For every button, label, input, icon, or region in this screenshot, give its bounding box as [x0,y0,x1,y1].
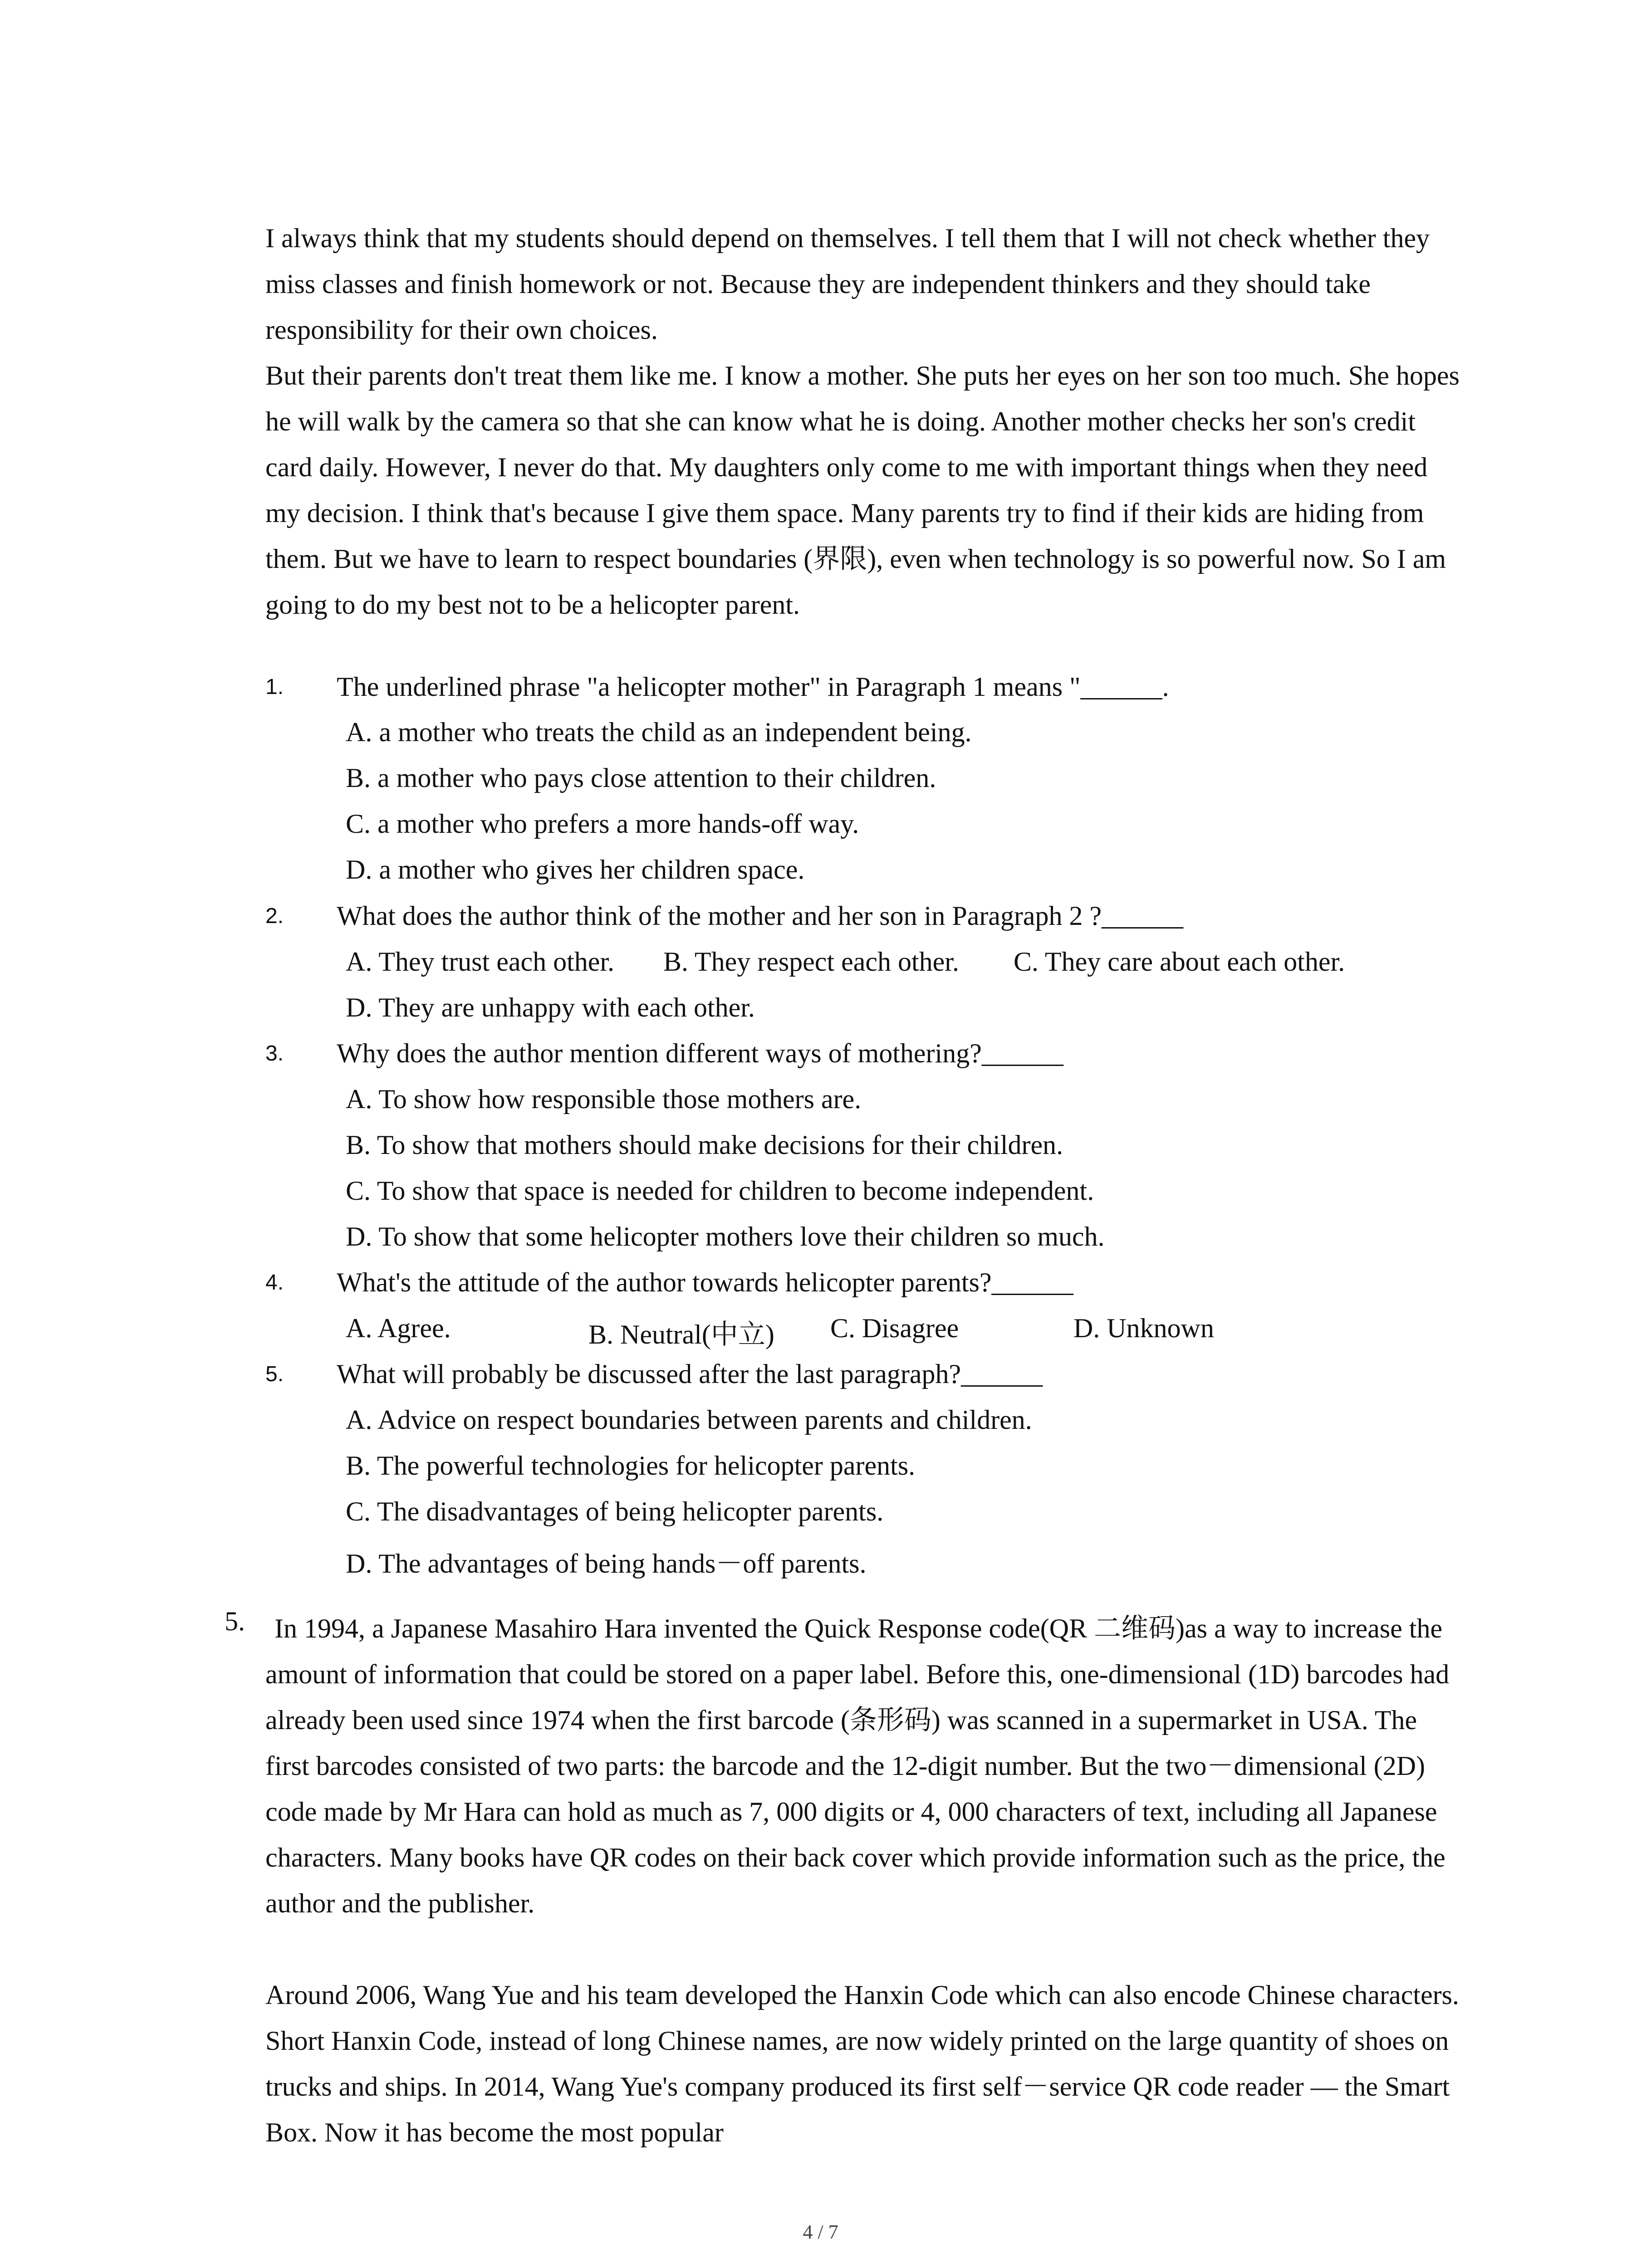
question2-option-b: B. They respect each other. [663,947,959,977]
question4-option-d: D. Unknown [1073,1313,1214,1343]
question2-option-d: D. They are unhappy with each other. [346,992,755,1022]
question1-option-c: C. a mother who prefers a more hands-off way. [346,809,859,839]
question1-option-a: A. a mother who treats the child as an independent being. [346,717,972,747]
question2-text: What does the author think of the mother and her son in Paragraph 2 ?______ [337,901,1184,931]
question5-text: What will probably be discussed after the last paragraph?______ [337,1359,1043,1389]
passage1-paragraph1: I always think that my students should depend on themselves. I tell them that I will not check whether they miss classes and finish homework or not. Because they are independent thinkers and they should take responsibility for their own choices. [265,223,1430,345]
question3-option-a: A. To show how responsible those mothers are. [346,1084,862,1114]
passage1-paragraph2: But their parents don't treat them like me. I know a mother. She puts her eyes on her son too much. She hopes he will walk by the camera so that she can know what he is doing. Another mother checks her son's credit card daily. However, I never do that. My daughters only come to me with important things when they need my decision. I think that's because I give them space. Many parents try to find if their kids are hiding from them. But we have to learn to respect boundaries (界限), even when technology is so powerful now. So I am going to do my best not to be a helicopter parent. [265,361,1460,620]
question4-option-c: C. Disagree [830,1313,959,1343]
question3-text: Why does the author mention different ways of mothering?______ [337,1038,1063,1068]
question5-option-d: D. The advantages of being hands－off parents. [346,1549,867,1579]
question4-text: What's the attitude of the author towards helicopter parents?______ [337,1267,1073,1297]
question2-option-c: C. They care about each other. [1014,947,1345,977]
question1-option-b: B. a mother who pays close attention to their children. [346,763,936,793]
passage2-number: 5. [225,1606,245,1636]
question5-option-a: A. Advice on respect boundaries between parents and children. [346,1405,1032,1435]
page-number: 4 / 7 [803,2221,838,2243]
question2-number: 2. [265,904,284,928]
question1-option-d: D. a mother who gives her children space. [346,855,805,885]
question3-option-b: B. To show that mothers should make decisions for their children. [346,1130,1063,1160]
question4-option-a: A. Agree. [346,1313,451,1343]
passage2-paragraph1: In 1994, a Japanese Masahiro Hara invented the Quick Response code(QR 二维码)as a way to increase the amount of information that could be stored on a paper label. Before this, one-dimensional (1D) barcodes had already been used since 1974 when the first barcode (条形码) was scanned in a supermarket in USA. The first barcodes consisted of two parts: the barcode and the 12-digit number. But the two－dimensional (2D) code made by Mr Hara can hold as much as 7, 000 digits or 4, 000 characters of text, including all Japanese characters. Many books have QR codes on their back cover which provide information such as the price, the author and the publisher. [265,1613,1450,1918]
question5-option-b: B. The powerful technologies for helicopter parents. [346,1451,916,1481]
question3-option-d: D. To show that some helicopter mothers love their children so much. [346,1222,1105,1251]
question3-number: 3. [265,1041,284,1066]
question5-option-c: C. The disadvantages of being helicopter parents. [346,1496,884,1526]
question4-number: 4. [265,1271,284,1295]
passage2-paragraph2: Around 2006, Wang Yue and his team developed the Hanxin Code which can also encode Chinese characters. Short Hanxin Code, instead of long Chinese names, are now widely printed on the large quantity of shoes on trucks and ships. In 2014, Wang Yue's company produced its first self－service QR code reader — the Smart Box. Now it has become the most popular [265,1980,1460,2147]
question1-text: The underlined phrase "a helicopter mother" in Paragraph 1 means "______. [337,672,1169,702]
question3-option-c: C. To show that space is needed for children to become independent. [346,1176,1094,1206]
question2-option-a: A. They trust each other. [346,947,615,977]
question5-number: 5. [265,1362,284,1386]
question1-number: 1. [265,675,284,699]
question4-option-b: B. Neutral(中立) [588,1320,774,1349]
